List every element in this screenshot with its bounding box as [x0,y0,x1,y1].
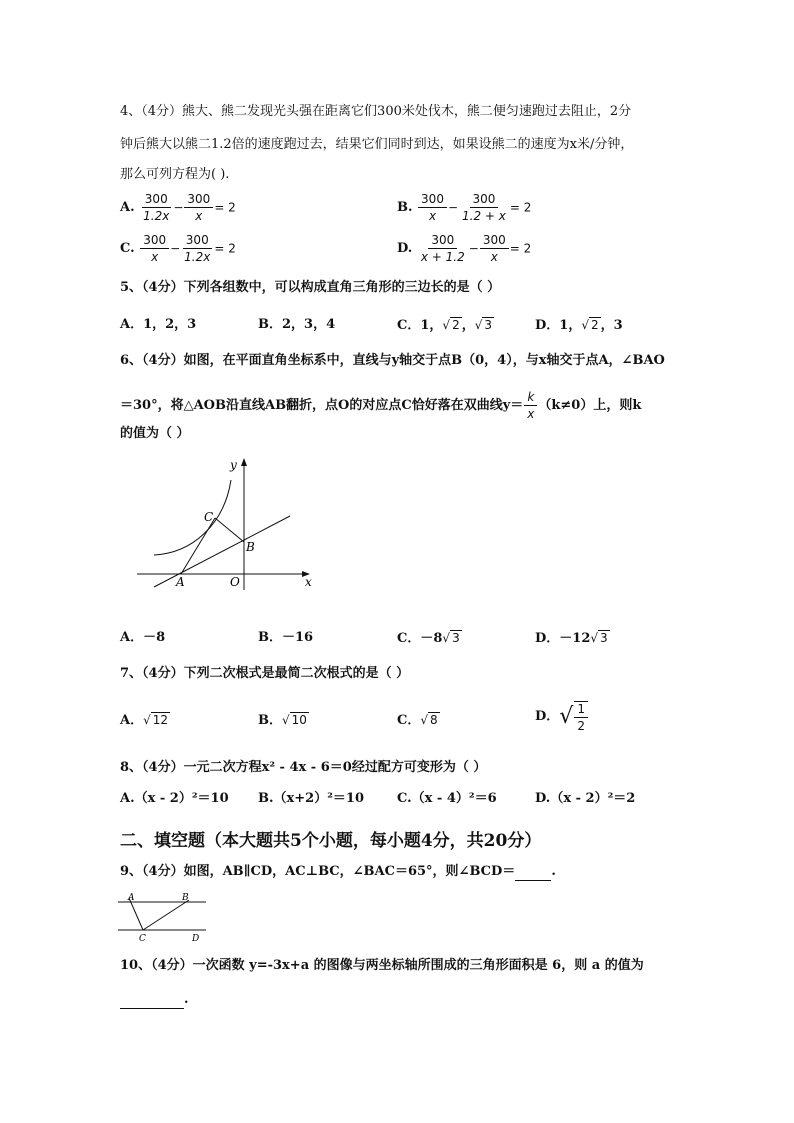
q4-option-d[interactable]: D. $\frac{300}{x + 1.2}$ − $\frac{300}{x}$ = 2 [397,233,532,264]
label-c: C [139,934,146,944]
option-text: C．－8 [397,631,443,646]
sqrt: √ 3 [474,318,493,332]
q10-line1: 10、（4分）一次函数 y=-3x+a 的图像与两坐标轴所围成的三角形面积是 6，则 a 的值为 [120,958,644,973]
option-label: A. [120,200,135,215]
q4-line3: 那么可列方程为( ). [120,167,230,182]
q6-line3: 的值为（ ） [120,426,190,441]
fraction: $\frac{300}{1.2x}$ [184,233,211,264]
q8-stem: 8、（4分）一元二次方程x² - 4x - 6＝0经过配方可变形为（ ） [120,760,487,775]
q4-line1: 4、（4分）熊大、熊二发现光头强在距离它们300米处伐木，熊二便匀速跑过去阻止，2分 [120,104,632,119]
q10-line2 [120,992,189,1009]
q9-stem-text: 9、（4分）如图，AB∥CD，AC⊥BC，∠BAC＝65°，则∠BCD＝ [120,864,516,879]
q7-option-a[interactable] [120,712,170,729]
label-c: C [204,510,214,524]
q9-figure [116,890,208,944]
q8-option-d[interactable]: D.（x - 2）²＝2 [535,791,636,806]
q5-stem: 5、（4分）下列各组数中，可以构成直角三角形的三边长的是（ ） [120,280,501,295]
option-label: D. [397,241,413,256]
q7-stem: 7、（4分）下列二次根式是最简二次根式的是（ ） [120,666,410,681]
q4-option-a[interactable]: A. $\frac{300}{1.2x}$ − $\frac{300}{x}$ = 2 [120,192,236,223]
label-o: O [230,575,240,589]
q6-line2-text: （k≠0）上，则k [538,398,642,413]
label-b: B [246,540,255,554]
q8-option-a[interactable]: A.（x - 2）²＝10 [120,791,229,806]
fraction: $\frac{k}{x}$ [524,390,537,421]
fraction: $\frac{1}{2}$ [574,701,588,733]
segment-bc [143,900,189,930]
fraction: $\frac{300}{x + 1.2}$ [420,233,465,264]
q6-option-d[interactable] [535,630,610,647]
q9-period: . [551,864,556,879]
q4-line2: 钟后熊大以熊二1.2倍的速度跑过去，结果它们同时到达，如果设熊二的速度为x米/分钟， [120,137,634,152]
q5-option-c[interactable] [397,317,494,334]
q6-line2-text: ＝30°，将△AOB沿直线AB翻折，点O的对应点C恰好落在双曲线y＝ [120,398,524,413]
q4-option-c[interactable]: C. $\frac{300}{x}$ − $\frac{300}{1.2x}$ = 2 [120,233,236,264]
sqrt: √ 2 [581,318,599,332]
option-label: D． [535,709,560,724]
segment-cb [215,518,244,542]
q6-option-c[interactable] [397,630,462,647]
q9-stem [120,864,556,881]
sqrt: √ 10 [282,713,307,727]
y-axis-arrow [241,458,247,466]
q7-option-b[interactable] [258,712,309,729]
sqrt: √ 3 [590,631,608,645]
q6-option-a[interactable]: A．－8 [120,630,166,645]
answer-blank[interactable] [120,992,184,1009]
option-label: B. [397,200,413,215]
q6-line1: 6、（4分）如图，在平面直角坐标系中，直线与y轴交于点B（0，4），与x轴交于点A，∠BAO [120,353,665,368]
option-text: ，3 [600,318,623,333]
fraction: $\frac{300}{1.2x}$ [143,192,170,223]
q5-option-b[interactable]: B．2，3，4 [258,317,336,332]
q4-option-b[interactable]: B. $\frac{300}{x}$ − $\frac{300}{1.2 + x}$ = 2 [397,192,532,223]
sqrt: √ 8 [420,713,438,727]
sqrt: √ 12 [143,713,169,727]
option-text: C．1， [397,318,443,333]
sqrt: √ 3 [442,631,460,645]
label-d: D [192,934,200,944]
fraction: $\frac{300}{x}$ [480,233,509,264]
sqrt: √ [559,704,574,729]
option-label: C． [397,713,421,728]
q10-period: . [184,992,189,1007]
option-label: C. [120,241,135,256]
label-a: A [128,893,135,903]
q5-option-d[interactable] [535,317,623,334]
q8-option-c[interactable]: C.（x - 4）²＝6 [397,791,497,806]
option-text: D．1， [535,318,582,333]
fraction: $\frac{300}{1.2 + x}$ [462,192,506,223]
q6-line2 [120,390,641,421]
sqrt: √ 2 [442,318,460,332]
label-y: y [230,458,237,472]
q7-option-d[interactable] [535,701,589,733]
label-a: A [176,575,185,589]
option-text: ， [461,318,475,333]
q6-figure [132,455,322,595]
hyperbola-curve [154,480,231,555]
q6-option-b[interactable]: B．－16 [258,630,314,645]
label-x: x [305,575,312,589]
fraction: $\frac{300}{x}$ [184,192,213,223]
fraction: $\frac{300}{x}$ [140,233,169,264]
section-heading: 二、填空题（本大题共5个小题，每小题4分，共20分） [120,831,542,851]
label-b: B [182,893,189,903]
answer-blank[interactable] [515,864,551,881]
option-label: B． [258,713,282,728]
option-text: D．－12 [535,631,591,646]
q7-option-c[interactable] [397,712,440,729]
option-label: A． [120,713,144,728]
fraction: $\frac{300}{x}$ [418,192,447,223]
q8-option-b[interactable]: B.（x+2）²＝10 [258,791,364,806]
q5-option-a[interactable]: A．1，2，3 [120,317,197,332]
